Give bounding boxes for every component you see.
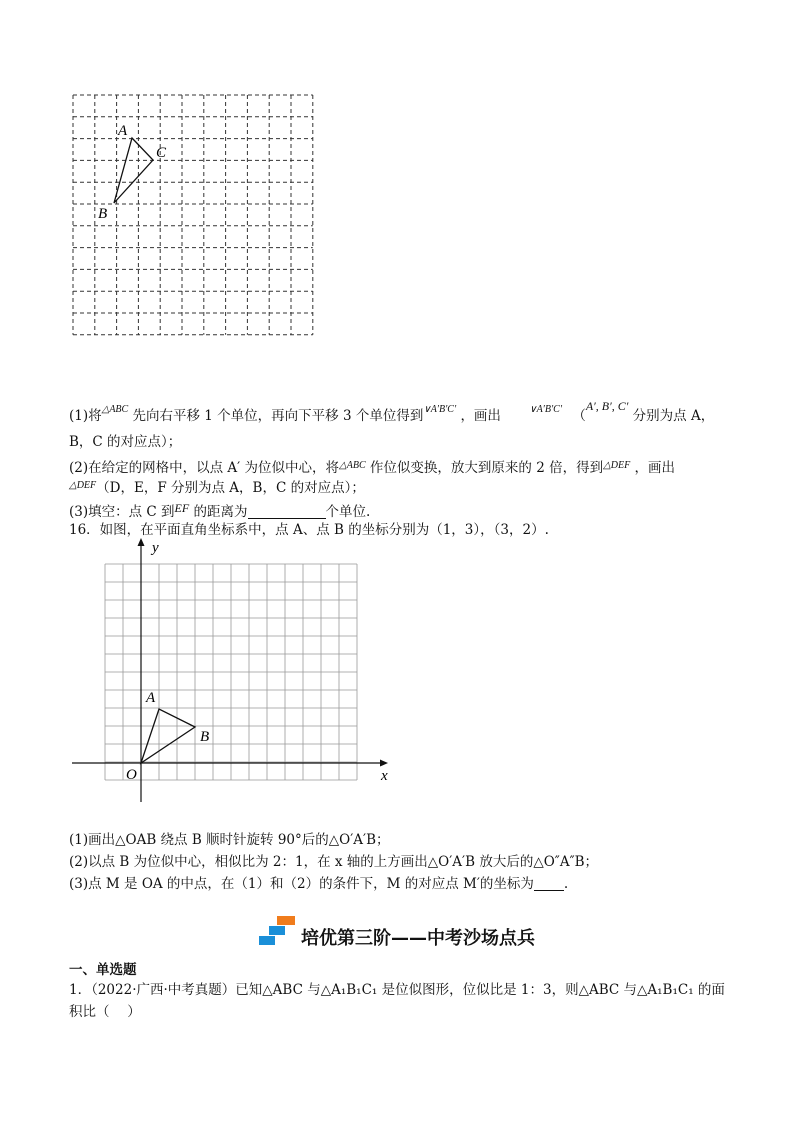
point-b-label: B	[98, 206, 108, 222]
q15-p2-pre: (2)在给定的网格中，以点 A′ 为位似中心，将	[69, 460, 340, 476]
tri-def-label: DEF	[610, 460, 631, 471]
q16-sub1: (1)画出△OAB 绕点 B 顺时针旋转 90°后的△O′A′B；	[69, 832, 390, 848]
stairs-logo-icon	[255, 914, 299, 950]
points-prime-label: A′, B′, C′	[585, 399, 629, 413]
segment-ef-label: EF	[174, 501, 190, 515]
y-axis-arrow	[138, 538, 145, 546]
q15-p1-end: 分别为点 A，	[632, 408, 715, 424]
q15-p1-paren: （	[572, 408, 586, 424]
triangle-oab	[141, 709, 195, 763]
point-b-label-2: B	[200, 729, 210, 745]
q16-sub2: (2)以点 B 为位似中心，相似比为 2：1，在 x 轴的上方画出△O′A′B 放大后的△O″A″B；	[69, 854, 599, 870]
q15-p2-end: ，画出	[634, 460, 676, 476]
q15-part2-line1: (2)在给定的网格中，以点 A′ 为位似中心，将$^{\triangle ABC}$ 作位似变换，放大到原来的 2 倍，得到$^{\triangle DEF}$ ，画出	[69, 460, 676, 476]
q16-s3-end: .	[563, 876, 569, 892]
q15-p3-pre: (3)填空：点 C 到	[69, 504, 175, 520]
q15-part1-line1: (1)将$^{\triangle ABC}$ 先向右平移 1 个单位，再向下平移 3 个单位得到$^{\vee A'B'C'}$ ，画出 $^{\vee A'B'C'}$ （$^{A', B', C'}$ 分别为点 A，	[69, 399, 715, 424]
q15-p3-end: 个单位.	[325, 504, 371, 520]
answer-blank-2[interactable]	[534, 876, 564, 891]
tri-img-label-2: A′B′C′	[536, 404, 563, 415]
q15-p2-mid: 作位似变换，放大到原来的 2 倍，得到	[369, 460, 604, 476]
point-c-label: C	[156, 145, 167, 161]
q16-stem: 16．如图，在平面直角坐标系中，点 A、点 B 的坐标分别为（1，3），（3，2）.	[69, 522, 549, 538]
q16-sub3	[69, 874, 568, 894]
tri-def-label-2: DEF	[76, 480, 97, 491]
q15-p1-mid: 先向右平移 1 个单位，再向下平移 3 个单位得到	[132, 408, 424, 424]
q15-part2-line2: $^{\triangle DEF}$（D，E，F 分别为点 A，B，C 的对应点）；	[69, 480, 365, 496]
tri-abc-label-2: ABC	[346, 460, 366, 471]
dashed-grid-figure	[60, 88, 330, 363]
q15-part3	[69, 498, 370, 522]
q1-line2: 积比（ ）	[69, 1004, 141, 1020]
x-axis-arrow	[380, 760, 388, 767]
q15-p2-note: （D，E，F 分别为点 A，B，C 的对应点）；	[96, 480, 365, 496]
q15-p1-pre: (1)将	[69, 408, 102, 424]
coordinate-grid-figure	[66, 536, 396, 806]
triangle-abc	[114, 138, 153, 203]
q15-part1-line2: B，C 的对应点）；	[69, 434, 182, 450]
x-axis-label: x	[381, 768, 388, 784]
origin-label: O	[126, 767, 137, 783]
tri-abc-label: ABC	[109, 404, 129, 415]
point-a-label: A	[118, 123, 128, 139]
q1-line1: 1．（2022·广西·中考真题）已知△ABC 与△A₁B₁C₁ 是位似图形，位似比是 1：3，则△ABC 与△A₁B₁C₁ 的面	[69, 982, 725, 998]
banner-title: 培优第三阶——中考沙场点兵	[301, 928, 535, 949]
q16-s3-pre: (3)点 M 是 OA 的中点，在（1）和（2）的条件下，M 的对应点 M′的坐标为	[69, 876, 534, 892]
q15-p3-mid: 的距离为	[193, 504, 248, 520]
section-title: 一、单选题	[69, 962, 137, 978]
y-axis-label: y	[152, 540, 159, 556]
tri-img-label: A′B′C′	[430, 404, 457, 415]
q15-p1-draw: ，画出	[460, 408, 501, 424]
point-a-label-2: A	[146, 690, 156, 706]
answer-blank[interactable]	[248, 504, 326, 519]
